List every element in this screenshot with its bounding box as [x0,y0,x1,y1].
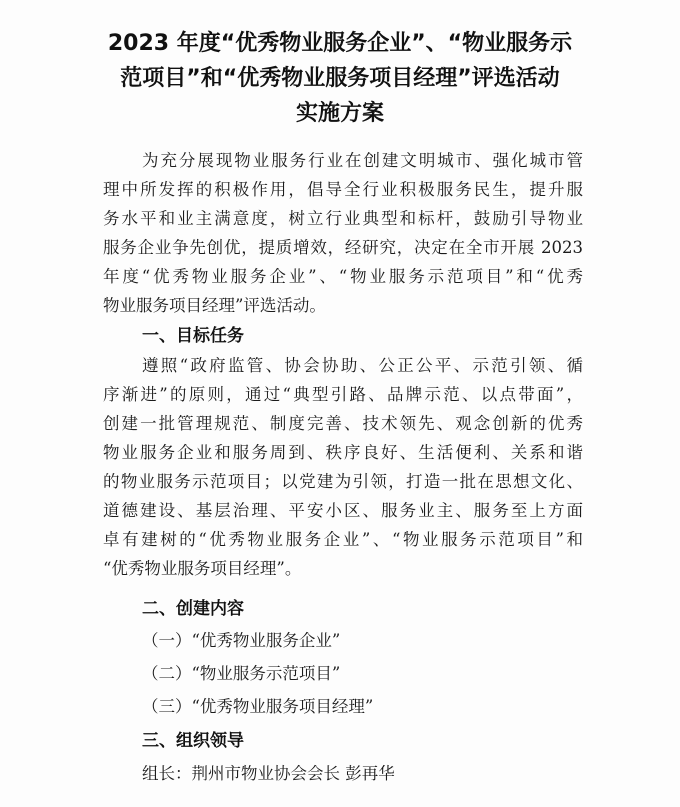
document-title-line-2: 范项目”和“优秀物业服务项目经理”评选活动 [120,66,560,91]
goals-line-4: 物业服务企业和服务周到、秩序良好、生活便利、关系和谐 [103,443,583,462]
section-heading-goals: 一、目标任务 [142,326,244,346]
goals-line-6: 道德建设、基层治理、平安小区、服务业主、服务至上方面 [103,501,583,520]
intro-line-1: 为充分展现物业服务行业在创建文明城市、强化城市管 [142,151,583,170]
goals-line-3: 创建一批管理规范、制度完善、技术领先、观念创新的优秀 [103,414,583,433]
content-item-3: （三）“优秀物业服务项目经理” [142,697,374,716]
section-heading-content: 二、创建内容 [142,599,244,619]
goals-line-2: 序渐进”的原则，通过“典型引路、品牌示范、以点带面”， [103,385,583,404]
goals-line-8: “优秀物业服务项目经理”。 [103,559,302,578]
goals-line-7: 卓有建树的“优秀物业服务企业”、“物业服务示范项目”和 [103,530,583,549]
goals-line-1: 遵照“政府监管、协会协助、公正公平、示范引领、循 [142,356,583,375]
document-title-line-3: 实施方案 [295,101,384,126]
content-item-1: （一）“优秀物业服务企业” [142,631,341,650]
intro-line-6: 物业服务项目经理”评选活动。 [103,296,326,315]
intro-line-4: 服务企业争先创优，提质增效，经研究，决定在全市开展 2023 [103,238,583,257]
section-heading-organization: 三、组织领导 [142,731,244,751]
goals-line-5: 的物业服务示范项目；以党建为引领，打造一批在思想文化、 [103,472,583,491]
intro-line-3: 务水平和业主满意度，树立行业典型和标杆，鼓励引导物业 [103,209,583,228]
content-item-2: （二）“物业服务示范项目” [142,664,341,683]
group-leader-line: 组长：荆州市物业协会会长 彭再华 [142,764,395,783]
intro-line-5: 年度“优秀物业服务企业”、“物业服务示范项目”和“优秀 [103,267,583,286]
document-title-line-1: 2023 年度“优秀物业服务企业”、“物业服务示 [107,31,573,56]
intro-line-2: 理中所发挥的积极作用，倡导全行业积极服务民生，提升服 [103,180,583,199]
